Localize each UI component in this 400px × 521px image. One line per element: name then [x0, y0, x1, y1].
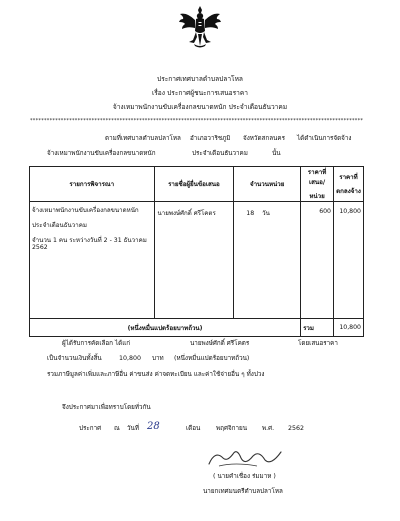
document-title: ประกาศเทศบาลตำบลปลาโหล	[157, 75, 243, 83]
intro-month: ประจำเดือนธันวาคม	[192, 150, 248, 157]
price-table	[29, 166, 364, 337]
header-price-line1: ราคาที่เสนอ/	[307, 169, 327, 186]
date-at: ณ	[114, 425, 120, 432]
date-month: พฤศจิกายน	[216, 425, 247, 432]
header-price-line2: หน่วย	[309, 193, 325, 200]
intro-province: จังหวัดสกลนคร	[243, 135, 285, 142]
signature-mark	[205, 444, 285, 472]
qty-value: 18	[246, 210, 255, 217]
item-line3: จำนวน 1 คน ระหว่างวันที่ 2 - 31 ธันวาคม 2562	[32, 237, 147, 251]
item-line2: ประจำเดือนธันวาคม	[32, 222, 87, 230]
date-year-label: พ.ศ.	[262, 425, 275, 432]
table-row	[30, 202, 364, 319]
price-value: 600	[319, 208, 331, 215]
cell-price	[301, 202, 334, 319]
date-day-handwritten: 28	[147, 421, 160, 432]
header-agreed-line2: ตกลงจ้าง	[336, 188, 361, 195]
cell-qty	[234, 202, 301, 319]
vendor-name: นายพงษ์ศักดิ์ ศรีโคตร	[157, 210, 216, 217]
header-item: รายการพิจารณา	[30, 167, 155, 202]
signatory-position: นายกเทศมนตรีตำบลปลาโหล	[203, 488, 283, 495]
intro-end: นั้น	[272, 150, 281, 157]
winner-tax-note: รวมภาษีมูลค่าเพิ่มและภาษีอื่น ค่าขนส่ง ค่าจดทะเบียน และค่าใช้จ่ายอื่น ๆ ทั้งปวง	[47, 371, 265, 378]
intro-district: อำเภอวาริชภูมิ	[190, 135, 231, 142]
separator-stars: ***********************************************************************************************************************	[30, 118, 364, 124]
intro-municipality: ตามที่เทศบาลตำบลปลาโหล	[105, 135, 181, 142]
cell-agreed	[334, 202, 364, 319]
cell-item	[30, 202, 155, 319]
item-line1: จ้างเหมาพนักงานขับเครื่องกลขนาดหนัก	[32, 207, 139, 214]
total-label: รวม	[301, 319, 334, 337]
qty-unit: วัน	[262, 210, 270, 217]
header-agreed-line1: ราคาที่	[339, 174, 358, 181]
table-total-row	[30, 319, 364, 337]
signatory-name: ( นายคำเชื่อง ร่มมาห )	[213, 473, 276, 480]
intro-procurement: ได้ดำเนินการจัดจ้าง	[297, 135, 352, 142]
document-subtitle: จ้างเหมาพนักงานขับเครื่องกลขนาดหนัก ประจำเดือนธันวาคม	[112, 103, 288, 111]
winner-total-label: เป็นจำนวนเงินทั้งสิ้น	[47, 355, 102, 362]
header-price	[301, 167, 334, 202]
winner-label: ผู้ได้รับการคัดเลือก ได้แก่	[62, 340, 131, 347]
winner-total-amount: 10,800	[119, 355, 142, 362]
agreed-value: 10,800	[339, 208, 361, 215]
winner-offer-label: โดยเสนอราคา	[298, 340, 338, 347]
winner-name: นายพงษ์ศักดิ์ ศรีโคตร	[190, 340, 250, 347]
date-year: 2562	[288, 425, 305, 432]
table-header-row	[30, 167, 364, 202]
garuda-emblem	[177, 4, 223, 50]
cell-vendor	[154, 202, 234, 319]
total-in-words: (หนึ่งหมื่นแปดร้อยบาทถ้วน)	[30, 319, 301, 337]
header-qty: จำนวนหน่วย	[234, 167, 301, 202]
header-agreed	[334, 167, 364, 202]
total-value: 10,800	[334, 319, 364, 337]
document-subject: เรื่อง ประกาศผู้ชนะการเสนอราคา	[152, 89, 248, 97]
header-vendor: รายชื่อผู้ยื่นข้อเสนอ	[154, 167, 234, 202]
date-day-label: วันที่	[127, 425, 139, 432]
date-prefix: ประกาศ	[79, 425, 102, 432]
winner-total-words: (หนึ่งหมื่นแปดร้อยบาทถ้วน)	[174, 355, 250, 362]
winner-currency: บาท	[152, 355, 164, 362]
date-month-label: เดือน	[186, 425, 201, 432]
announcement-closing: จึงประกาศมาเพื่อทราบโดยทั่วกัน	[62, 404, 151, 411]
intro-job: จ้างเหมาพนักงานขับเครื่องกลขนาดหนัก	[47, 150, 156, 157]
